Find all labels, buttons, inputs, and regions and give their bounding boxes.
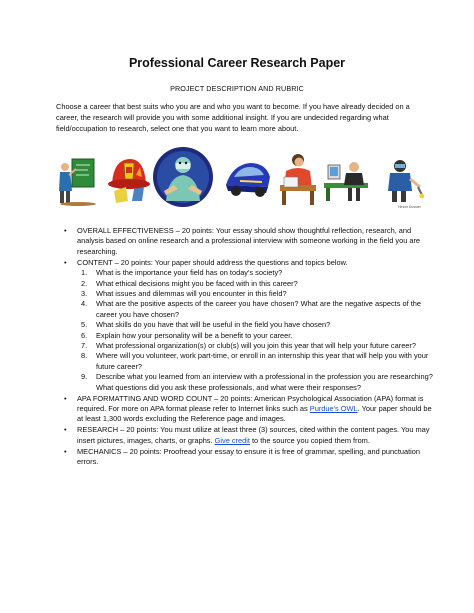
mechanics-text: MECHANICS – 20 points: Proofread your essay to ensure it is free of grammar, spelling, and punctuation errors. <box>77 446 421 466</box>
question-number: 8. <box>81 351 88 361</box>
question-number: 9. <box>81 372 88 382</box>
question-number: 4. <box>81 299 88 309</box>
question-item <box>77 372 436 393</box>
question-item <box>77 351 436 372</box>
question-item <box>77 331 436 341</box>
purdue-owl-link[interactable]: Purdue's OWL <box>309 403 358 413</box>
bullet-research <box>64 425 436 446</box>
research-text-before: RESEARCH – 20 points: You must utilize at least three (3) sources, cited within the content pages. You may insert pictures, images, charts, or graphs. <box>77 425 430 445</box>
bullet-apa <box>64 394 436 425</box>
question-text: What ethical decisions might you be faced with in this career? <box>96 278 298 288</box>
question-number: 2. <box>81 278 88 288</box>
research-text-after: to the source you copied them from. <box>249 435 370 445</box>
question-text: What professional organization(s) or club(s) will you join this year that will help your future career? <box>96 340 416 350</box>
question-number: 7. <box>81 340 88 350</box>
apa-text-after: . Your paper should be at least 1,300 words excluding the Reference page and images. <box>77 403 432 424</box>
question-text: What issues and dilemmas will you encounter in this field? <box>96 288 287 298</box>
question-number: 5. <box>81 320 88 330</box>
bullet-content <box>64 258 436 393</box>
question-item <box>77 320 436 330</box>
bullet-dot: • <box>64 446 67 456</box>
give-credit-link[interactable]: Give credit <box>214 435 250 445</box>
question-number: 3. <box>81 288 88 298</box>
question-list <box>77 268 436 393</box>
bullet-dot: • <box>64 425 67 435</box>
effectiveness-text: OVERALL EFFECTIVENESS – 20 points: Your essay should show thoughtful reflection, research, and analysis based on online research and a professional interview with someone working in the field you are researching. <box>77 226 421 256</box>
question-text: Describe what you learned from an interview with a professional in the profession you are researching? What questions did you ask these professionals, and what were their responses? <box>96 372 433 392</box>
sports-car-icon <box>222 155 272 201</box>
teacher-presenting-icon <box>56 155 98 207</box>
page-title: Professional Career Research Paper <box>128 56 346 70</box>
bullet-effectiveness <box>64 226 436 257</box>
question-text: What skills do you have that will be useful in the field you have chosen? <box>96 320 331 330</box>
question-text: Where will you volunteer, work part-time, or enroll in an internship this year that will help you with your future career? <box>96 351 429 371</box>
bullet-mechanics <box>64 447 436 468</box>
question-number: 1. <box>81 268 88 278</box>
firefighter-helmet-icon <box>106 153 150 205</box>
rubric-list <box>64 226 436 468</box>
writer-at-desk-icon <box>278 149 318 207</box>
question-item <box>77 268 436 278</box>
question-item <box>77 279 436 289</box>
office-worker-icon <box>322 157 372 203</box>
page-subtitle: PROJECT DESCRIPTION AND RUBRIC <box>170 84 304 93</box>
question-text: Explain how your personality will be a benefit to your career. <box>96 330 293 340</box>
content-intro-text: CONTENT – 20 points: Your paper should address the questions and topics below. <box>77 257 348 267</box>
career-clipart-strip <box>54 143 424 209</box>
bullet-dot: • <box>64 393 67 403</box>
intro-paragraph: Choose a career that best suits who you are and who you want to become. If you have already decided on a career, the research will provide you with some additional insight. If you are undecided regarding what field/occupation to research, select one that you want to learn more about. <box>56 102 410 133</box>
bullet-dot: • <box>64 226 67 235</box>
question-item <box>77 299 436 320</box>
clipart-credit: Hirsch Dossier <box>398 205 421 209</box>
question-text: What are the positive aspects of the career you have chosen? What are the negative aspects of the career you have chosen? <box>96 299 421 319</box>
question-item <box>77 341 436 351</box>
apa-text-before: APA FORMATTING AND WORD COUNT – 20 points: American Psychological Association (APA) format is required. For more on APA format please refer to Internet links such as <box>77 393 424 413</box>
bullet-dot: • <box>64 257 67 267</box>
welder-icon <box>384 157 424 203</box>
surgeon-icon <box>152 145 214 209</box>
question-item <box>77 289 436 299</box>
question-text: What is the importance your field has on today's society? <box>96 268 283 278</box>
question-number: 6. <box>81 330 88 340</box>
